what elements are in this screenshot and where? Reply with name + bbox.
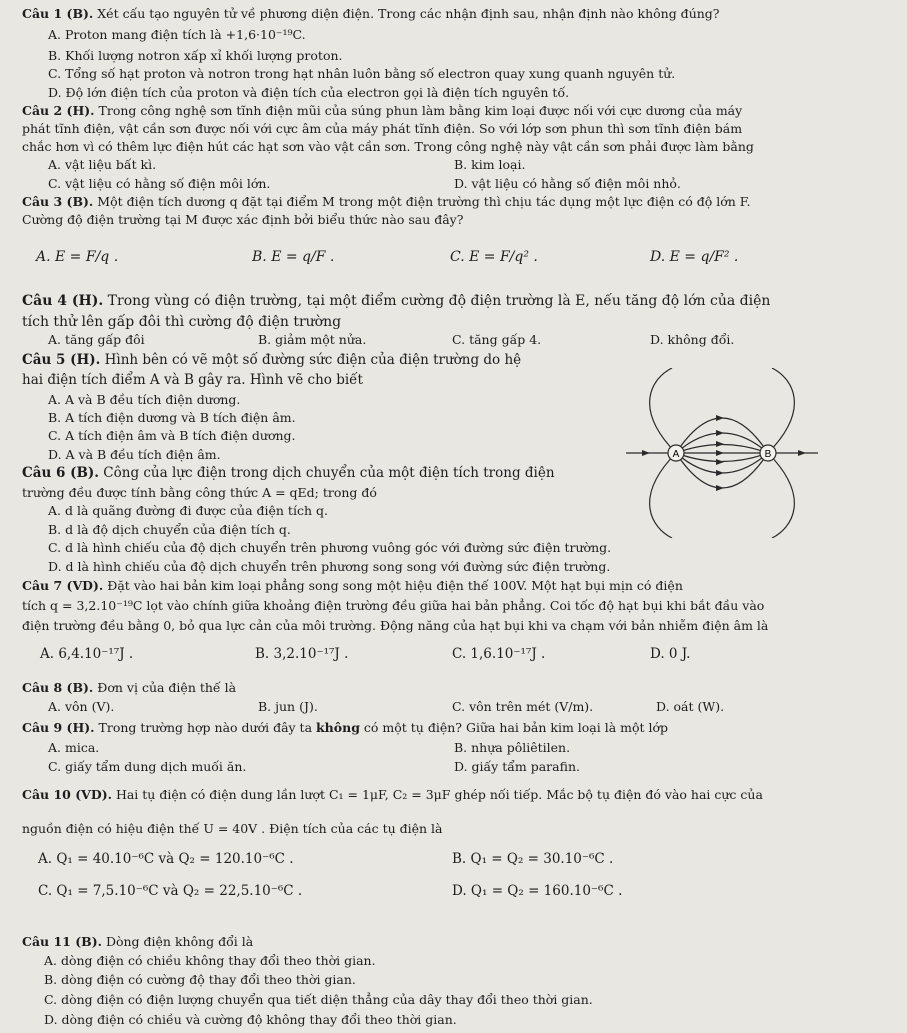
q11-head: Câu 11 (B). [22, 934, 102, 949]
q9-stem [22, 720, 668, 736]
q2-option-b: B. kim loại. [454, 157, 526, 172]
q9-text-2: có một tụ điện? Giữa hai bản kim loại là một lớp [359, 720, 669, 735]
q3-option-c: C. E = F/q² . [450, 249, 538, 265]
q3-option-a: A. E = F/q . [36, 249, 119, 265]
q4-head: Câu 4 (H). [22, 293, 104, 309]
q8-option-c: C. vôn trên mét (V/m). [452, 699, 594, 714]
q7-stem-1 [22, 578, 683, 594]
field-lines-diagram [612, 368, 907, 538]
q4-stem-2: tích thử lên gấp đôi thì cường độ điện trường [22, 314, 342, 330]
q6-option-a: A. d là quãng đường đi được của điện tích q. [48, 503, 328, 518]
arrow-axis [716, 450, 724, 456]
q1-option-c: C. Tổng số hạt proton và notron trong hạt nhân luôn bằng số electron quay xung quanh nguyên tử. [48, 66, 676, 81]
q11-option-c: C. dòng điện có điện lượng chuyển qua tiết diện thẳng của dây thay đổi theo thời gian. [44, 992, 593, 1007]
q6-option-b: B. d là độ dịch chuyển của điện tích q. [48, 522, 291, 537]
q10-option-a: A. Q₁ = 40.10⁻⁶C và Q₂ = 120.10⁻⁶C . [38, 851, 294, 867]
q4-option-a: A. tăng gấp đôi [48, 332, 145, 347]
q7-option-a: A. 6,4.10⁻¹⁷J . [40, 646, 134, 662]
q3-head: Câu 3 (B). [22, 194, 94, 209]
q8-head: Câu 8 (B). [22, 680, 94, 695]
q5-option-d: D. A và B đều tích điện âm. [48, 447, 221, 462]
q3-option-b: B. E = q/F . [252, 249, 335, 265]
q7-text-1: Đặt vào hai bản kim loại phẳng song song một hiệu điện thế 100V. Một hạt bụi mịn có điện [103, 578, 683, 593]
q1-option-b: B. Khối lượng notron xấp xỉ khối lượng proton. [48, 48, 343, 63]
arrow-b-right [798, 450, 806, 456]
q8-option-b: B. jun (J). [258, 699, 318, 714]
arrow-inner-bottom [716, 459, 724, 465]
q10-text-1: Hai tụ điện có điện dung lần lượt C₁ = 1μF, C₂ = 3μF ghép nối tiếp. Mắc bộ tụ điện đó vào hai cực của [111, 787, 763, 802]
q5-head: Câu 5 (H). [22, 352, 101, 368]
field-line-outer-bottom [676, 453, 768, 488]
q4-stem-1 [22, 292, 770, 310]
q6-head: Câu 6 (B). [22, 465, 99, 481]
q6-option-c: C. d là hình chiếu của độ dịch chuyển trên phương vuông góc với đường sức điện trường. [48, 540, 612, 555]
q10-head: Câu 10 (VD). [22, 787, 112, 802]
q9-head: Câu 9 (H). [22, 720, 95, 735]
q7-head: Câu 7 (VD). [22, 578, 104, 593]
field-line-b-up [768, 368, 794, 453]
field-line-a-down [650, 453, 676, 538]
field-line-outer-top [676, 418, 768, 453]
field-line-inner-top [676, 445, 768, 454]
field-line-inner-bottom [676, 453, 768, 462]
q9-option-b: B. nhựa pôliêtilen. [454, 740, 571, 755]
q6-stem-1 [22, 465, 555, 483]
q10-stem-2: nguồn điện có hiệu điện thế U = 40V . Điện tích của các tụ điện là [22, 821, 443, 836]
q1-stem [22, 6, 720, 22]
q4-text-1: Trong vùng có điện trường, tại một điểm cường độ điện trường là E, nếu tăng độ lớn của điện [103, 293, 771, 309]
q3-text-1: Một điện tích dương q đặt tại điểm M trong một điện trường thì chịu tác dụng một lực điện có độ lớn F. [93, 194, 751, 209]
q2-stem-3: chắc hơn vì có thêm lực điện hút các hạt sơn vào vật cần sơn. Trong công nghệ này vật cần sơn phải được làm bằng [22, 139, 754, 154]
q6-text-1: Công của lực điện trong dịch chuyển của một điện tích trong điện [99, 465, 555, 481]
q5-option-c: C. A tích điện âm và B tích điện dương. [48, 428, 296, 443]
q8-option-d: D. oát (W). [656, 699, 725, 714]
arrow-mid-bottom [716, 470, 724, 476]
q11-option-b: B. dòng điện có cường độ thay đổi theo thời gian. [44, 972, 356, 987]
q4-option-b: B. giảm một nửa. [258, 332, 367, 347]
q10-option-d: D. Q₁ = Q₂ = 160.10⁻⁶C . [452, 883, 623, 899]
q1-option-a: A. Proton mang điện tích là +1,6·10⁻¹⁹C. [48, 27, 306, 42]
q10-option-b: B. Q₁ = Q₂ = 30.10⁻⁶C . [452, 851, 614, 867]
q11-option-d: D. dòng điện có chiều và cường độ không thay đổi theo thời gian. [44, 1012, 457, 1027]
q5-option-b: B. A tích điện dương và B tích điện âm. [48, 410, 296, 425]
q4-option-c: C. tăng gấp 4. [452, 332, 542, 347]
q11-text: Dòng điện không đổi là [101, 934, 254, 949]
arrow-mid-top [716, 430, 724, 436]
q10-option-c: C. Q₁ = 7,5.10⁻⁶C và Q₂ = 22,5.10⁻⁶C . [38, 883, 303, 899]
q9-emphasis: không [316, 720, 360, 735]
q2-stem-1 [22, 103, 742, 119]
q7-stem-2: tích q = 3,2.10⁻¹⁹C lọt vào chính giữa khoảng điện trường đều giữa hai bản phẳng. Coi tốc độ hạt bụi khi bắt đầu vào [22, 598, 765, 613]
q8-option-a: A. vôn (V). [48, 699, 115, 714]
q1-text: Xét cấu tạo nguyên tử về phương diện điện. Trong các nhận định sau, nhận định nào không đúng? [93, 6, 720, 21]
q2-option-d: D. vật liệu có hằng số điện môi nhỏ. [454, 176, 681, 191]
q1-option-d: D. Độ lớn điện tích của proton và điện tích của electron gọi là điện tích nguyên tố. [48, 85, 570, 100]
q7-option-b: B. 3,2.10⁻¹⁷J . [255, 646, 349, 662]
arrow-inner-top [716, 441, 724, 447]
q8-text: Đơn vị của điện thế là [93, 680, 237, 695]
q9-option-c: C. giấy tẩm dung dịch muối ăn. [48, 759, 247, 774]
q7-stem-3: điện trường đều bằng 0, bỏ qua lực cản của môi trường. Động năng của hạt bụi khi va chạm với bản nhiễm điện âm là [22, 618, 769, 633]
q2-text-1: Trong công nghệ sơn tĩnh điện mũi của súng phun làm bằng kim loại được nối với cực dương của máy [94, 103, 743, 118]
q5-option-a: A. A và B đều tích điện dương. [48, 392, 241, 407]
q1-head: Câu 1 (B). [22, 6, 94, 21]
q11-stem [22, 934, 253, 950]
q2-option-a: A. vật liệu bất kì. [48, 157, 157, 172]
field-line-b-down [768, 453, 794, 538]
q2-head: Câu 2 (H). [22, 103, 95, 118]
q2-option-c: C. vật liệu có hằng số điện môi lớn. [48, 176, 271, 191]
field-line-a-up [650, 368, 676, 453]
q6-stem-2: trường đều được tính bằng công thức A = qEd; trong đó [22, 485, 377, 500]
q8-stem [22, 680, 236, 696]
arrow-outer-top [716, 415, 724, 421]
q10-stem-1 [22, 787, 763, 803]
q6-option-d: D. d là hình chiếu của độ dịch chuyển trên phương song song với đường sức điện trường. [48, 559, 611, 574]
q3-option-d: D. E = q/F² . [650, 249, 739, 265]
q5-stem-2: hai điện tích điểm A và B gây ra. Hình vẽ cho biết [22, 372, 363, 388]
q5-stem-1 [22, 352, 521, 370]
q9-text-1: Trong trường hợp nào dưới đây ta [94, 720, 317, 735]
q4-option-d: D. không đổi. [650, 332, 735, 347]
q5-text-1: Hình bên có vẽ một số đường sức điện của điện trường do hệ [100, 352, 522, 368]
q11-option-a: A. dòng điện có chiều không thay đổi theo thời gian. [44, 953, 376, 968]
q7-option-d: D. 0 J. [650, 646, 691, 662]
charge-a-label: A [672, 449, 680, 460]
q7-option-c: C. 1,6.10⁻¹⁷J . [452, 646, 546, 662]
q9-option-a: A. mica. [48, 740, 100, 755]
q3-stem-1 [22, 194, 750, 210]
arrow-outer-bottom [716, 485, 724, 491]
charge-b-label: B [764, 449, 772, 460]
q9-option-d: D. giấy tẩm parafin. [454, 759, 580, 774]
q2-stem-2: phát tĩnh điện, vật cần sơn được nối với cực âm của máy phát tĩnh điện. So với lớp sơn phun thì sơn tĩnh điện bám [22, 121, 743, 136]
arrow-a-left [642, 450, 650, 456]
q3-stem-2: Cường độ điện trường tại M được xác định bởi biểu thức nào sau đây? [22, 212, 464, 227]
